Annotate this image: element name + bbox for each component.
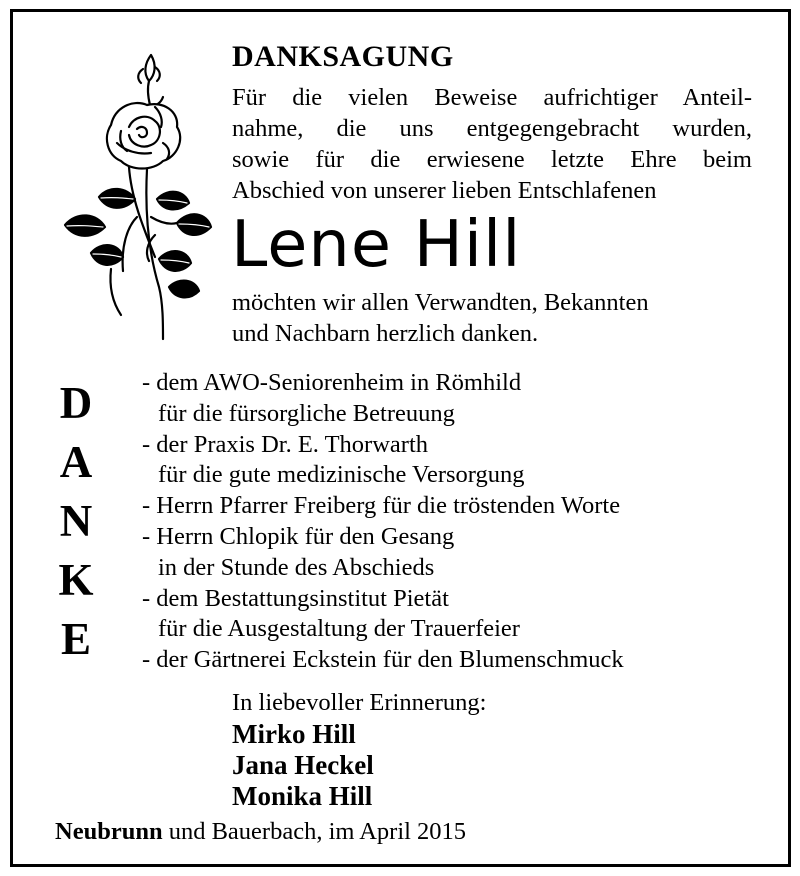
list-item-continuation: für die gute medizinische Versorgung [158, 461, 525, 489]
danke-letter: K [58, 555, 94, 605]
deceased-name: Lene Hill [231, 208, 522, 282]
thanks-line: und Nachbarn herzlich danken. [232, 320, 539, 347]
place-bold: Neubrunn [55, 818, 163, 845]
signers [232, 719, 374, 812]
place-date [55, 818, 466, 846]
thanks-list [142, 368, 624, 676]
intro-line: nahme, die uns entgegengebracht wurden, [232, 115, 752, 142]
memory-line: In liebevoller Erinnerung: [232, 689, 487, 716]
heading: DANKSAGUNG [232, 40, 454, 73]
list-item: - dem Bestattungsinstitut Pietät [142, 584, 449, 612]
intro-line: Abschied von unserer lieben Entschlafenen [232, 177, 657, 204]
signer-name: Monika Hill [232, 781, 373, 811]
danke-letter: N [59, 496, 93, 546]
danke-letter: E [60, 614, 91, 664]
intro-line: Für die vielen Beweise aufrichtiger Anteil- [232, 84, 752, 111]
thanks-text [232, 287, 752, 349]
obituary-frame [10, 9, 791, 867]
thanks-line: möchten wir allen Verwandten, Bekannten [232, 289, 649, 316]
intro-text [232, 82, 752, 206]
list-item-continuation: für die Ausgestaltung der Trauerfeier [158, 615, 520, 643]
danke-letter: D [59, 378, 93, 428]
list-item: - dem AWO-Seniorenheim in Römhild [142, 369, 522, 396]
list-item-continuation: in der Stunde des Abschieds [158, 553, 435, 581]
danke-letter: A [59, 437, 93, 487]
intro-line: sowie für die erwiesene letzte Ehre beim [232, 146, 752, 173]
list-item-continuation: für die fürsorgliche Betreuung [158, 399, 455, 427]
list-item: - Herrn Pfarrer Freiberg für die tröstenden Worte [142, 492, 621, 520]
place-rest: und Bauerbach, im April 2015 [162, 818, 467, 845]
rose-icon [51, 47, 221, 347]
signer-name: Jana Heckel [232, 750, 374, 780]
danke-vertical [51, 374, 101, 669]
list-item: - Herrn Chlopik für den Gesang [142, 522, 455, 550]
list-item: - der Praxis Dr. E. Thorwarth [142, 430, 428, 458]
signer-name: Mirko Hill [232, 719, 356, 749]
list-item: - der Gärtnerei Eckstein für den Blumenschmuck [142, 646, 624, 674]
